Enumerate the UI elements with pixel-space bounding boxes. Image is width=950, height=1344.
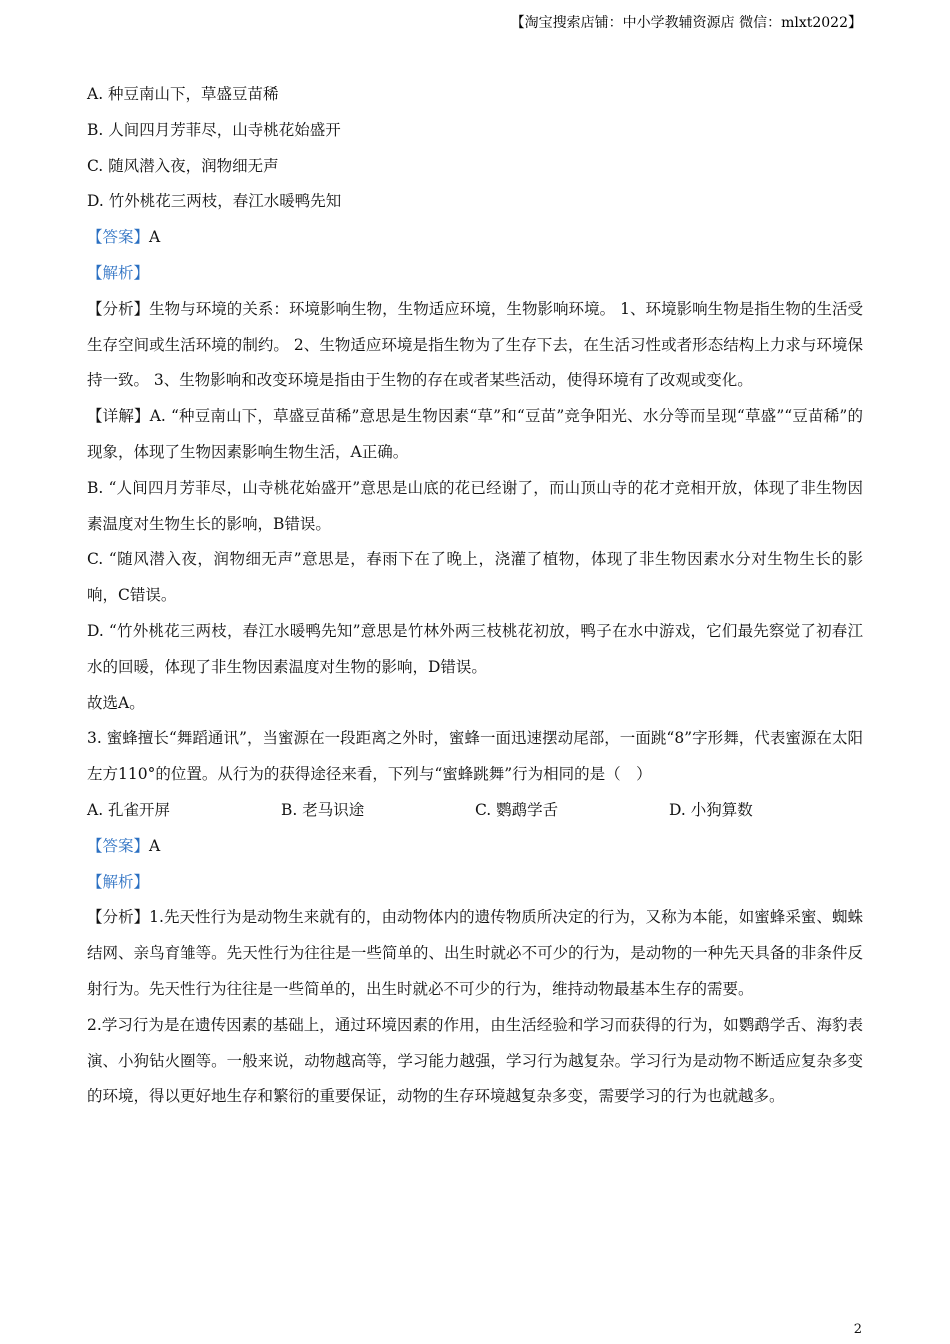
q2-option-b: B. 人间四月芳菲尽，山寺桃花始盛开 [87,120,341,139]
fenxi-1-text: 1.先天性行为是动物生来就有的，由动物体内的遗传物质所决定的行为，又称为本能，如蜜蜂采蜜、蜘蛛结网、亲鸟育雏等。先天性行为往往是一些简单的、出生时就必不可少的行为，是动物的一种先天具备的非条件反射行为。先天性行为往往是一些简单的，出生时就必不可少的行为，维持动物最基本生存的需要。 [87,908,863,998]
q2-option-a: A. 种豆南山下，草盛豆苗稀 [87,85,279,103]
fenxi-text: 生物与环境的关系：环境影响生物，生物适应环境，生物影响环境。 1、环境影响生物是指生物的生活受生存空间或生活环境的制约。 2、生物适应环境是指生物为了生存下去，在生活习性或者形态结构上力求与环境保持一致。 3、生物影响和改变环境是指由于生物的存在或者某些活动，使得环境有了改观或变化。 [87,299,863,390]
analysis-tag: 【解析】 [87,263,150,282]
answer-value: A [149,228,161,247]
q2-answer [87,220,863,256]
q3-option-a: A. 孔雀开屏 [87,800,171,819]
answer-tag: 【答案】 [87,836,150,855]
fenxi-tag: 【分析】 [87,908,150,927]
q2-option-c: C. 随风潜入夜，润物细无声 [87,156,279,175]
q2-conclusion: 故选A。 [87,693,145,712]
answer-tag: 【答案】 [87,228,150,247]
q3-fenxi-1 [87,900,863,1007]
document-body [87,77,863,1115]
q2-option-d: D. 竹外桃花三两枝，春江水暖鸭先知 [87,192,342,211]
fenxi-tag: 【分析】 [87,299,150,318]
q2-xiangjie-d: D. “竹外桃花三两枝，春江水暖鸭先知”意思是竹林外两三枝桃花初放，鸭子在水中游戏，它们最先察觉了初春江水的回暖，体现了非生物因素温度对生物的影响，D错误。 [87,621,863,676]
q3-option-c: C. 鹦鹉学舌 [475,800,559,819]
q3-answer [87,829,863,865]
q2-xiangjie-c: C. “随风潜入夜，润物细无声”意思是，春雨下在了晚上，浇灌了植物，体现了非生物因素水分对生物生长的影响，C错误。 [87,550,863,605]
q3-fenxi-2: 2.学习行为是在遗传因素的基础上，通过环境因素的作用，由生活经验和学习而获得的行为，如鹦鹉学舌、海豹表演、小狗钻火圈等。一般来说，动物越高等，学习能力越强，学习行为越复杂。学习行为是动物不断适应复杂多变的环境，得以更好地生存和繁衍的重要保证，动物的生存环境越复杂多变，需要学习的行为也就越多。 [87,1015,863,1106]
q3-stem: 3. 蜜蜂擅长“舞蹈通讯”，当蜜源在一段距离之外时，蜜蜂一面迅速摆动尾部，一面跳“8”字形舞，代表蜜源在太阳左方110°的位置。从行为的获得途径来看，下列与“蜜蜂跳舞”行为相同的是（ ） [87,729,863,784]
q2-fenxi [87,292,863,399]
analysis-tag: 【解析】 [87,872,150,891]
xiangjie-tag: 【详解】 [87,407,150,426]
answer-value: A [149,836,161,855]
page-number: 2 [853,1322,862,1337]
q3-option-d: D. 小狗算数 [669,800,753,819]
page-header: 【淘宝搜索店铺：中小学教辅资源店 微信：mlxt2022】 [510,15,862,31]
q2-xiangjie-b: B. “人间四月芳菲尽，山寺桃花始盛开”意思是山底的花已经谢了，而山顶山寺的花才竞相开放，体现了非生物因素温度对生物生长的影响，B错误。 [87,478,863,533]
q3-option-b: B. 老马识途 [281,800,365,819]
q2-analysis-heading [87,256,863,292]
q3-analysis-heading [87,865,863,901]
q3-options [87,793,863,829]
q2-xiangjie-a [87,399,863,471]
xiangjie-a-text: A. “种豆南山下，草盛豆苗稀”意思是生物因素“草”和“豆苗”竞争阳光、水分等而呈现“草盛”“豆苗稀”的现象，体现了生物因素影响生物生活，A正确。 [87,407,863,461]
